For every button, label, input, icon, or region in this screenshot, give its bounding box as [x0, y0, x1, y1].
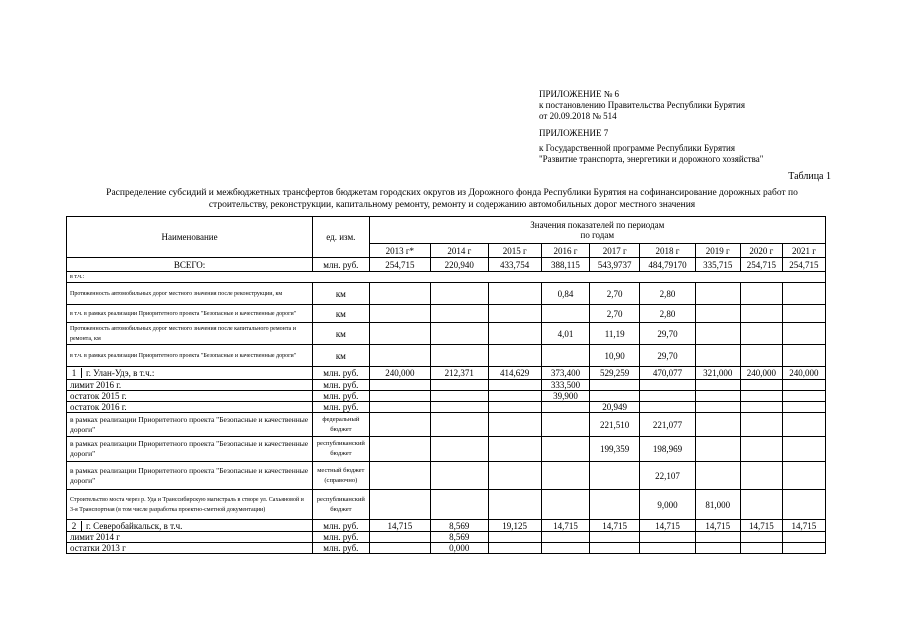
- value-cell: [740, 462, 782, 490]
- value-cell: 240,000: [740, 367, 782, 380]
- value-cell: [740, 402, 782, 413]
- header-year: 2019 г: [695, 244, 740, 258]
- value-cell: 4,01: [541, 323, 589, 345]
- appendix-7-program-name: "Развитие транспорта, энергетики и дорожного хозяйства": [539, 154, 764, 164]
- value-cell: [695, 380, 740, 391]
- value-cell: [488, 345, 541, 367]
- table-row: [67, 272, 826, 283]
- row-unit: млн. руб.: [313, 402, 369, 413]
- row-unit: млн. руб.: [313, 391, 369, 402]
- row-name-text: ВСЕГО:: [173, 259, 206, 270]
- value-cell: 254,715: [782, 258, 825, 272]
- value-cell: 333,500: [541, 380, 589, 391]
- value-cell: [695, 462, 740, 490]
- row-name-text: Строительство моста через р. Уда и Транссибирскую магистраль в створе ул. Сахьяновой и 3-я Транспортная (в том числе разработка проектно-сметной документации): [70, 496, 304, 513]
- value-cell: [488, 380, 541, 391]
- value-cell: [431, 305, 488, 323]
- value-cell: 221,077: [640, 413, 695, 437]
- value-cell: [590, 391, 640, 402]
- value-cell: [431, 402, 488, 413]
- value-cell: [369, 391, 431, 402]
- subsidy-table: [66, 216, 826, 554]
- value-cell: [431, 380, 488, 391]
- value-cell: [541, 305, 589, 323]
- value-cell: [488, 532, 541, 543]
- value-cell: [541, 543, 589, 554]
- value-cell: 29,70: [640, 323, 695, 345]
- value-cell: [740, 413, 782, 437]
- value-cell: [431, 490, 488, 520]
- value-cell: [740, 380, 782, 391]
- value-cell: 240,000: [369, 367, 431, 380]
- row-name-text: лимит 2014 г: [70, 532, 120, 542]
- value-cell: [695, 323, 740, 345]
- value-cell: 373,400: [541, 367, 589, 380]
- header-year: 2017 г: [590, 244, 640, 258]
- table-row: [67, 437, 826, 462]
- value-cell: [782, 305, 825, 323]
- value-cell: [740, 532, 782, 543]
- value-cell: [431, 283, 488, 305]
- row-name-text: в т.ч. в рамках реализации Приоритетного проекта "Безопасные и качественные дороги": [70, 310, 297, 317]
- appendix-6-resolution: к постановлению Правительства Республики Бурятия: [539, 100, 745, 110]
- value-cell: [695, 532, 740, 543]
- value-cell: 254,715: [740, 258, 782, 272]
- header-values-line2: по годам: [580, 230, 615, 240]
- header-year: 2020 г: [740, 244, 782, 258]
- value-cell: [782, 413, 825, 437]
- value-cell: [431, 391, 488, 402]
- value-cell: [782, 380, 825, 391]
- header-values: [369, 217, 825, 244]
- row-name: [67, 462, 313, 490]
- row-unit: млн. руб.: [313, 258, 369, 272]
- value-cell: [369, 437, 431, 462]
- value-cell: [488, 437, 541, 462]
- title-line-1: Распределение субсидий и межбюджетных трансфертов бюджетам городских округов из Дорожного фонда Республики Бурятия на софинансирование дорожных работ по: [106, 188, 798, 198]
- row-name: [67, 380, 313, 391]
- value-cell: [782, 532, 825, 543]
- value-cell: [369, 380, 431, 391]
- table-number: Таблица 1: [788, 171, 831, 182]
- value-cell: [695, 437, 740, 462]
- value-cell: [431, 413, 488, 437]
- row-unit: федеральный бюджет: [313, 413, 369, 437]
- row-unit: км: [313, 305, 369, 323]
- value-cell: 321,000: [695, 367, 740, 380]
- header-year: 2016 г: [541, 244, 589, 258]
- value-cell: [740, 345, 782, 367]
- value-cell: [695, 543, 740, 554]
- value-cell: 14,715: [640, 520, 695, 532]
- value-cell: [695, 413, 740, 437]
- value-cell: 19,125: [488, 520, 541, 532]
- value-cell: [488, 305, 541, 323]
- row-unit: республиканский бюджет: [313, 490, 369, 520]
- row-name: [67, 543, 313, 554]
- value-cell: 470,077: [640, 367, 695, 380]
- value-cell: 14,715: [369, 520, 431, 532]
- value-cell: [541, 437, 589, 462]
- value-cell: [740, 283, 782, 305]
- value-cell: 39,900: [541, 391, 589, 402]
- value-cell: 81,000: [695, 490, 740, 520]
- header-name: Наименование: [67, 217, 313, 258]
- value-cell: [541, 402, 589, 413]
- row-unit: местный бюджет (справочно): [313, 462, 369, 490]
- table-row: [67, 462, 826, 490]
- value-cell: [541, 413, 589, 437]
- value-cell: [782, 437, 825, 462]
- table-row: [67, 380, 826, 391]
- value-cell: 543,9737: [590, 258, 640, 272]
- value-cell: [488, 323, 541, 345]
- row-name: [67, 391, 313, 402]
- value-cell: [369, 532, 431, 543]
- header-year: 2015 г: [488, 244, 541, 258]
- value-cell: [640, 402, 695, 413]
- row-unit: млн. руб.: [313, 543, 369, 554]
- value-cell: 2,80: [640, 283, 695, 305]
- value-cell: [369, 462, 431, 490]
- value-cell: [369, 305, 431, 323]
- value-cell: [369, 323, 431, 345]
- value-cell: [590, 532, 640, 543]
- table-row: [67, 543, 826, 554]
- row-name: [67, 258, 313, 272]
- value-cell: 14,715: [782, 520, 825, 532]
- value-cell: [640, 380, 695, 391]
- row-name-text: Протяженность автомобильных дорог местного значения после реконструкции, км: [70, 290, 283, 297]
- value-cell: [695, 345, 740, 367]
- value-cell: [488, 413, 541, 437]
- row-name: [67, 283, 313, 305]
- value-cell: [740, 323, 782, 345]
- value-cell: [695, 402, 740, 413]
- value-cell: [590, 543, 640, 554]
- value-cell: [782, 490, 825, 520]
- value-cell: 529,259: [590, 367, 640, 380]
- value-cell: 198,969: [640, 437, 695, 462]
- table-row: [67, 413, 826, 437]
- value-cell: [541, 490, 589, 520]
- value-cell: [740, 543, 782, 554]
- value-cell: 8,569: [431, 520, 488, 532]
- table-row: [67, 305, 826, 323]
- value-cell: [369, 413, 431, 437]
- value-cell: 433,754: [488, 258, 541, 272]
- value-cell: [431, 462, 488, 490]
- table-row: [67, 490, 826, 520]
- value-cell: 0,84: [541, 283, 589, 305]
- row-name-text: лимит 2016 г.: [70, 380, 122, 390]
- table-row: [67, 520, 826, 532]
- table-row: [67, 532, 826, 543]
- table-row: [67, 258, 826, 272]
- appendix-7-title: ПРИЛОЖЕНИЕ 7: [539, 128, 609, 138]
- value-cell: [782, 543, 825, 554]
- value-cell: [488, 490, 541, 520]
- row-name-text: остатки 2013 г: [70, 543, 126, 553]
- value-cell: [590, 490, 640, 520]
- value-cell: 212,371: [431, 367, 488, 380]
- row-unit: км: [313, 323, 369, 345]
- value-cell: [695, 391, 740, 402]
- value-cell: [782, 402, 825, 413]
- row-name-text: остаток 2016 г.: [70, 402, 127, 412]
- value-cell: 2,80: [640, 305, 695, 323]
- value-cell: [369, 402, 431, 413]
- value-cell: [782, 345, 825, 367]
- value-cell: [590, 462, 640, 490]
- row-name-text: в рамках реализации Приоритетного проекта "Безопасные и качественные дороги": [70, 439, 309, 458]
- header-values-line1: Значения показателей по периодам: [530, 220, 665, 230]
- value-cell: 484,79170: [640, 258, 695, 272]
- value-cell: 2,70: [590, 305, 640, 323]
- value-cell: [369, 543, 431, 554]
- value-cell: 14,715: [740, 520, 782, 532]
- row-name-text: в рамках реализации Приоритетного проекта "Безопасные и качественные дороги": [70, 465, 309, 485]
- row-unit: млн. руб.: [313, 380, 369, 391]
- value-cell: 14,715: [590, 520, 640, 532]
- row-number: 2: [67, 521, 82, 531]
- row-unit: млн. руб.: [313, 532, 369, 543]
- value-cell: 8,569: [431, 532, 488, 543]
- row-name-text: г. Северобайкальск, в т.ч.: [86, 520, 183, 531]
- value-cell: [640, 532, 695, 543]
- value-cell: [541, 532, 589, 543]
- value-cell: [488, 462, 541, 490]
- value-cell: [590, 380, 640, 391]
- value-cell: 199,359: [590, 437, 640, 462]
- row-name: [67, 532, 313, 543]
- row-name: [67, 490, 313, 520]
- value-cell: 10,90: [590, 345, 640, 367]
- value-cell: 0,000: [431, 543, 488, 554]
- value-cell: [782, 323, 825, 345]
- value-cell: 29,70: [640, 345, 695, 367]
- value-cell: 335,715: [695, 258, 740, 272]
- header-unit: ед. изм.: [313, 217, 369, 258]
- value-cell: 14,715: [695, 520, 740, 532]
- row-name-text: г. Улан-Удэ, в т.ч.:: [86, 368, 155, 378]
- value-cell: [541, 345, 589, 367]
- value-cell: [431, 323, 488, 345]
- value-cell: [740, 305, 782, 323]
- value-cell: 9,000: [640, 490, 695, 520]
- value-cell: [740, 490, 782, 520]
- row-unit: млн. руб.: [313, 367, 369, 380]
- value-cell: [369, 345, 431, 367]
- appendix-6-title: ПРИЛОЖЕНИЕ № 6: [539, 89, 620, 99]
- row-unit: км: [313, 283, 369, 305]
- row-unit: республиканский бюджет: [313, 437, 369, 462]
- title-line-2: строительству, реконструкции, капитальному ремонту, ремонту и содержанию автомобильных дорог местного значения: [208, 200, 696, 210]
- row-name-text: Протяженность автомобильных дорог местного значения после капитального ремонта и ремонта, км: [70, 325, 296, 342]
- value-cell: [541, 462, 589, 490]
- value-cell: 414,629: [488, 367, 541, 380]
- value-cell: 2,70: [590, 283, 640, 305]
- value-cell: 11,19: [590, 323, 640, 345]
- table-row: [67, 367, 826, 380]
- row-name: [67, 437, 313, 462]
- row-name: [67, 520, 313, 532]
- row-unit: млн. руб.: [313, 520, 369, 532]
- appendix-6-date: от 20.09.2018 № 514: [539, 111, 617, 121]
- table-row: [67, 402, 826, 413]
- row-name-text: в т.ч. в рамках реализации Приоритетного проекта "Безопасные и качественные дороги": [70, 352, 297, 359]
- value-cell: [369, 283, 431, 305]
- row-name: [67, 402, 313, 413]
- value-cell: [640, 391, 695, 402]
- value-cell: [782, 462, 825, 490]
- row-unit: км: [313, 345, 369, 367]
- table-row: [67, 391, 826, 402]
- row-name-text: в рамках реализации Приоритетного проекта "Безопасные и качественные дороги": [70, 414, 309, 434]
- header-year: 2021 г: [782, 244, 825, 258]
- table-row: [67, 345, 826, 367]
- value-cell: 240,000: [782, 367, 825, 380]
- value-cell: 220,940: [431, 258, 488, 272]
- row-name-text: остаток 2015 г.: [70, 391, 127, 401]
- table-row: [67, 283, 826, 305]
- value-cell: 22,107: [640, 462, 695, 490]
- value-cell: [488, 391, 541, 402]
- incl-label: в т.ч.:: [67, 272, 826, 283]
- value-cell: [782, 391, 825, 402]
- value-cell: 388,115: [541, 258, 589, 272]
- value-cell: [488, 283, 541, 305]
- value-cell: [695, 305, 740, 323]
- value-cell: [488, 402, 541, 413]
- appendix-7-program: к Государственной программе Республики Бурятия: [539, 143, 735, 153]
- row-name: [67, 367, 313, 380]
- value-cell: [431, 437, 488, 462]
- value-cell: 221,510: [590, 413, 640, 437]
- value-cell: [740, 437, 782, 462]
- value-cell: [488, 543, 541, 554]
- table-row: [67, 323, 826, 345]
- value-cell: [369, 490, 431, 520]
- row-number: 1: [67, 368, 82, 378]
- row-name: [67, 345, 313, 367]
- value-cell: [640, 543, 695, 554]
- value-cell: [740, 391, 782, 402]
- value-cell: 20,949: [590, 402, 640, 413]
- value-cell: [782, 283, 825, 305]
- row-name: [67, 305, 313, 323]
- value-cell: 254,715: [369, 258, 431, 272]
- document-title: [66, 187, 838, 211]
- header-year: 2018 г: [640, 244, 695, 258]
- value-cell: [695, 283, 740, 305]
- row-name: [67, 323, 313, 345]
- value-cell: 14,715: [541, 520, 589, 532]
- header-year: 2014 г: [431, 244, 488, 258]
- row-name: [67, 413, 313, 437]
- header-year: 2013 г*: [369, 244, 431, 258]
- value-cell: [431, 345, 488, 367]
